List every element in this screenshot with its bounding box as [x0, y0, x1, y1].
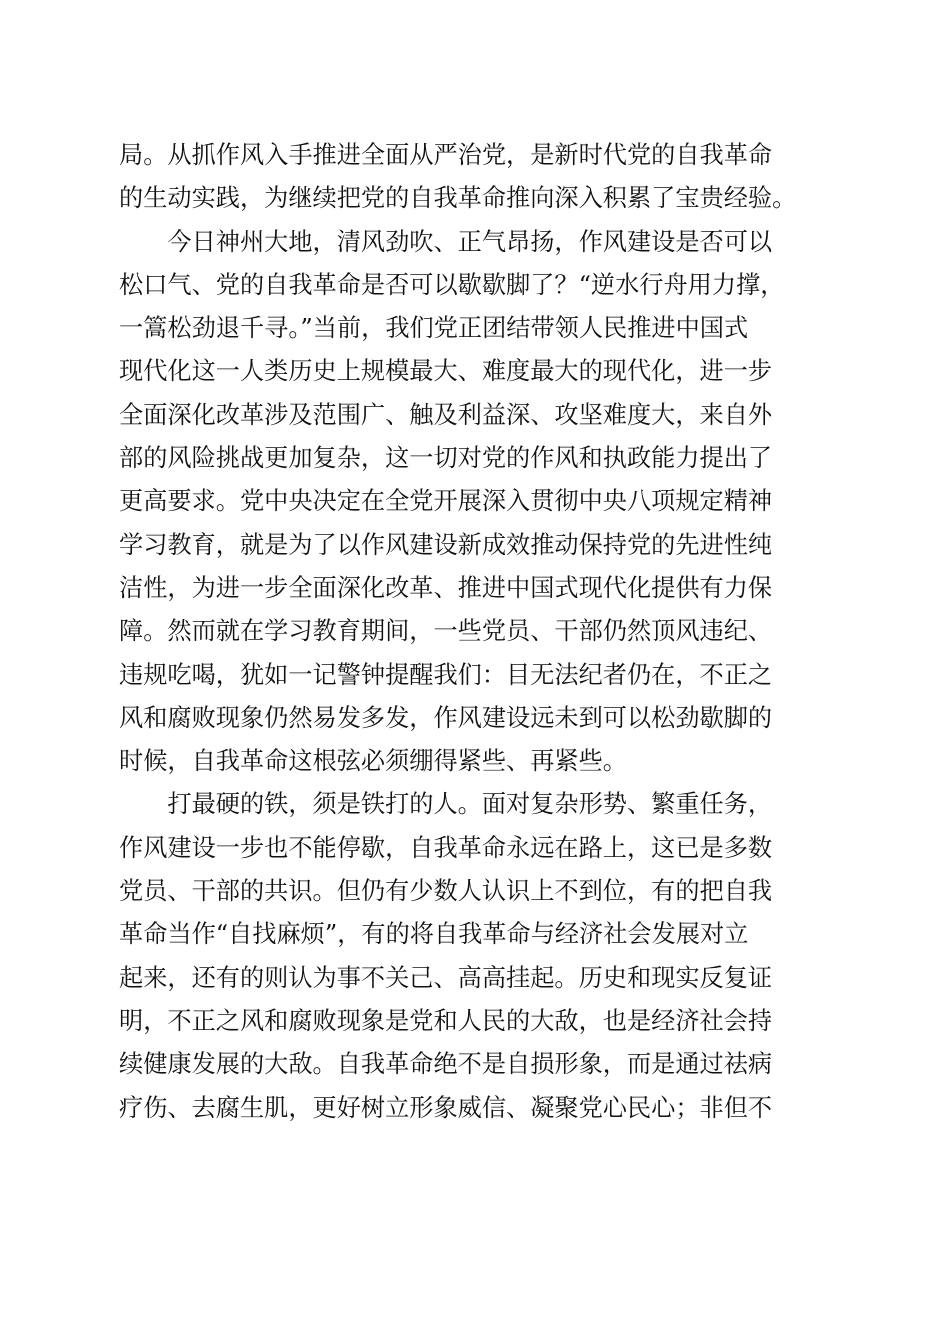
- text-line: 打最硬的铁，须是铁打的人。面对复杂形势、繁重任务，: [167, 790, 773, 819]
- text-line: 洁性，为进一步全面深化改革、推进中国式现代化提供有力保: [119, 573, 773, 602]
- text-line: 局。从抓作风入手推进全面从严治党，是新时代党的自我革命: [119, 141, 773, 169]
- text-line: 起来，还有的则认为事不关己、高高挂起。历史和现实反复证: [119, 963, 773, 992]
- text-line: 全面深化改革涉及范围广、触及利益深、攻坚难度大，来自外: [119, 400, 773, 429]
- text-line: 违规吃喝，犹如一记警钟提醒我们：目无法纪者仍在，不正之: [119, 660, 773, 689]
- text-line: 部的风险挑战更加复杂，这一切对党的作风和执政能力提出了: [119, 444, 773, 473]
- text-line: 革命当作“自找麻烦”，有的将自我革命与经济社会发展对立: [119, 920, 749, 949]
- text-line: 党员、干部的共识。但仍有少数人认识上不到位，有的把自我: [119, 877, 773, 906]
- text-line: 学习教育，就是为了以作风建设新成效推动保持党的先进性纯: [119, 530, 773, 559]
- text-line: 障。然而就在学习教育期间，一些党员、干部仍然顶风违纪、: [119, 617, 773, 646]
- text-line: 风和腐败现象仍然易发多发，作风建设远未到可以松劲歇脚的: [119, 703, 773, 732]
- paragraph-3: [119, 783, 839, 1129]
- article-body: [119, 134, 839, 1130]
- text-line: 作风建设一步也不能停歇，自我革命永远在路上，这已是多数: [119, 833, 773, 862]
- text-line: 续健康发展的大敌。自我革命绝不是自损形象，而是通过祛病: [119, 1050, 773, 1079]
- paragraph-2: [119, 221, 839, 784]
- text-line: 松口气、党的自我革命是否可以歇歇脚了？“逆水行舟用力撑，: [119, 270, 785, 299]
- text-line: 一篙松劲退千寻。”当前，我们党正团结带领人民推进中国式: [119, 314, 749, 343]
- text-line: 今日神州大地，清风劲吹、正气昂扬，作风建设是否可以: [167, 227, 773, 256]
- text-line: 疗伤、去腐生肌，更好树立形象威信、凝聚党心民心；非但不: [119, 1093, 773, 1122]
- paragraph-1: [119, 134, 839, 221]
- text-line: 明，不正之风和腐败现象是党和人民的大敌，也是经济社会持: [119, 1006, 773, 1035]
- text-line: 更高要求。党中央决定在全党开展深入贯彻中央八项规定精神: [119, 487, 773, 516]
- text-line: 现代化这一人类历史上规模最大、难度最大的现代化，进一步: [119, 357, 773, 386]
- text-line: 时候，自我革命这根弦必须绷得紧些、再紧些。: [119, 747, 627, 776]
- text-line: 的生动实践，为继续把党的自我革命推向深入积累了宝贵经验。: [119, 184, 797, 213]
